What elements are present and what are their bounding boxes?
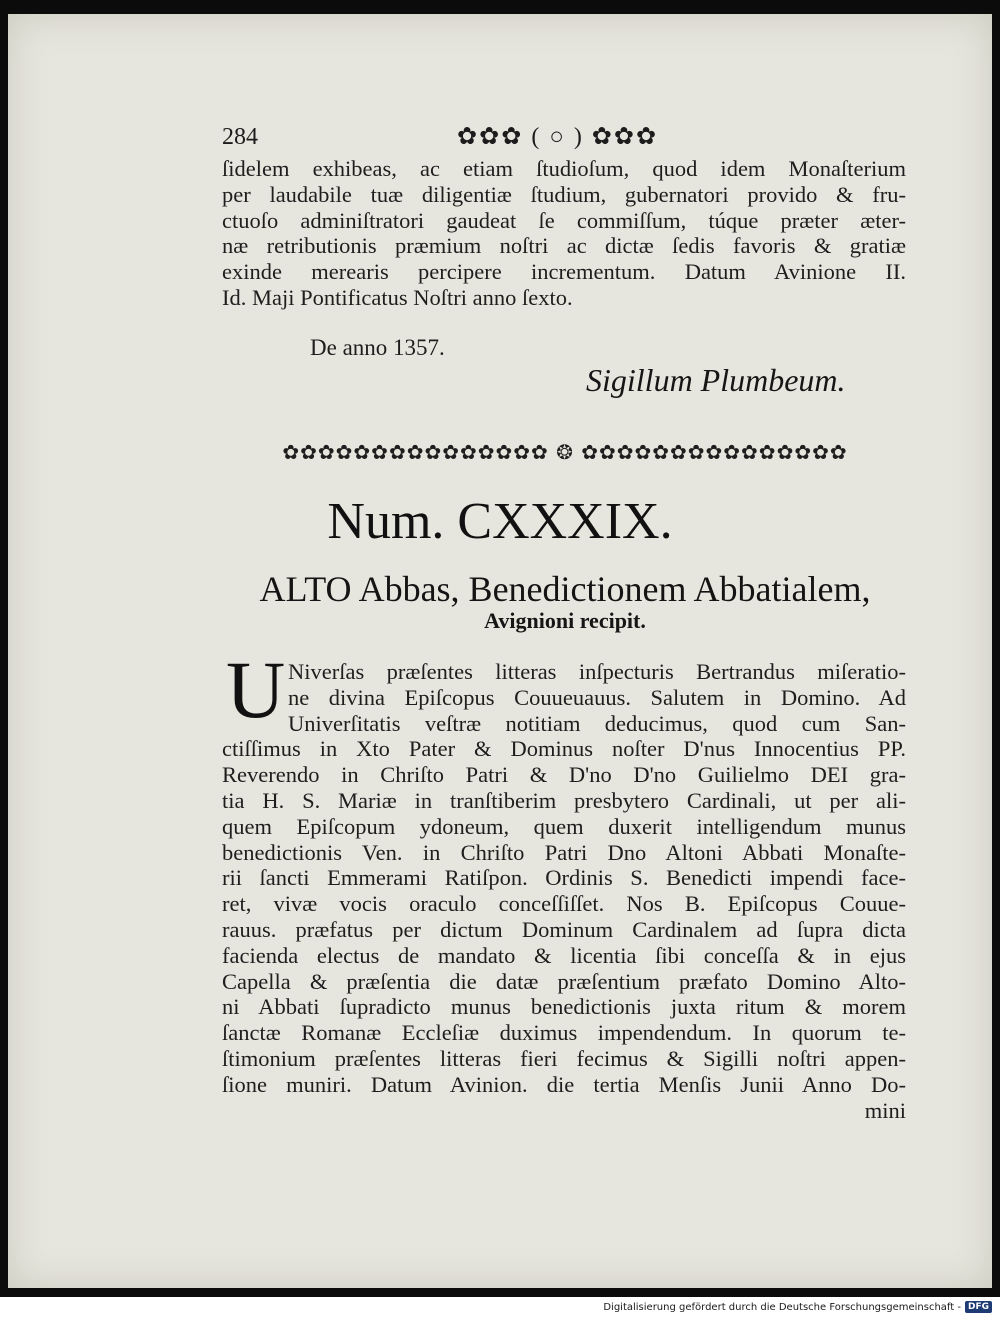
text-line: ſtimonium præſentes litteras fieri fecimus & Sigilli noſtri appen-: [222, 1045, 906, 1071]
funding-note: Digitalisierung gefördert durch die Deutsche Forschungsgemeinschaft -: [603, 1301, 961, 1313]
document-number: Num. CXXXIX.: [327, 493, 673, 550]
text-line: exinde merearis percipere incrementum. Datum Avinione II.: [222, 259, 906, 285]
previous-document-text: [222, 156, 906, 311]
ornamental-divider: ✿✿✿✿✿✿✿✿✿✿✿✿✿✿✿ ❂ ✿✿✿✿✿✿✿✿✿✿✿✿✿✿✿: [282, 440, 848, 464]
text-line: Reverendo in Chriſto Patri & D'no D'no Guilielmo DEI gra-: [222, 762, 906, 788]
drop-cap: U: [226, 644, 286, 735]
text-line: Niverſas præſentes litteras inſpecturis Bertrandus miſeratio-: [288, 659, 906, 684]
text-line: ſidelem exhibeas, ac etiam ſtudioſum, quod idem Monaſterium: [222, 156, 906, 181]
date-line: De anno 1357.: [310, 335, 445, 360]
text-line: rauus. præfatus per dictum Dominum Cardinalem ad ſupra dicta: [222, 916, 906, 942]
text-line: ſione muniri. Datum Avinion. die tertia Menſis Junii Anno Do-: [222, 1071, 906, 1097]
text-line: næ retributionis præmium noſtri ac dictæ ſedis favoris & gratiæ: [222, 233, 906, 259]
text-line: quem Epiſcopum ydoneum, quem duxerit intelligendum munus: [222, 813, 906, 839]
document-body: [222, 659, 906, 1123]
text-line: Capella & præſentia die datæ præſentium præfato Domino Alto-: [222, 968, 906, 994]
catchword: mini: [864, 1097, 906, 1123]
document-subtitle: Avignioni recipit.: [484, 608, 646, 633]
text-line: ſanctæ Romanæ Eccleſiæ duximus impendendum. In quorum te-: [222, 1020, 906, 1046]
text-line: per laudabile tuæ diligentiæ ſtudium, gubernatori provido & fru-: [222, 181, 906, 207]
text-line: ret, vivæ vocis oraculo conceſſiſſet. Nos B. Epiſcopus Couue-: [222, 891, 906, 917]
digitization-stamp: [603, 1301, 992, 1313]
seal-note: Sigillum Plumbeum.: [586, 362, 846, 398]
running-header: [222, 124, 682, 154]
text-line: ctuoſo adminiſtratori gaudeat ſe commiſſum, túque præter æter-: [222, 207, 906, 233]
document-title: ALTO Abbas, Benedictionem Abbatialem,: [259, 569, 871, 609]
text-line: ni Abbati ſupradicto munus benedictionis juxta ritum & morem: [222, 994, 906, 1020]
page-number: 284: [222, 124, 258, 150]
dfg-logo-icon: DFG: [965, 1301, 992, 1313]
text-line: tia H. S. Mariæ in tranſtiberim presbytero Cardinali, ut per ali-: [222, 787, 906, 813]
text-line: Univerſitatis veſtræ notitiam deducimus, quod cum San-: [288, 710, 906, 736]
text-line: facienda electus de mandato & licentia ſibi conceſſa & in ejus: [222, 942, 906, 968]
text-line: Id. Maji Pontificatus Noſtri anno ſexto.: [222, 284, 573, 310]
header-ornament-icon: ✿✿✿ ( ○ ) ✿✿✿: [457, 124, 659, 150]
text-line: rii ſancti Emmerami Ratiſpon. Ordinis S. Benedicti impendi face-: [222, 865, 906, 891]
text-line: ctiſſimus in Xto Pater & Dominus noſter D'nus Innocentius PP.: [222, 736, 906, 762]
text-line: benedictionis Ven. in Chriſto Patri Dno Altoni Abbati Monaſte-: [222, 839, 906, 865]
text-line: ne divina Epiſcopus Couueuauus. Salutem in Domino. Ad: [288, 684, 906, 710]
